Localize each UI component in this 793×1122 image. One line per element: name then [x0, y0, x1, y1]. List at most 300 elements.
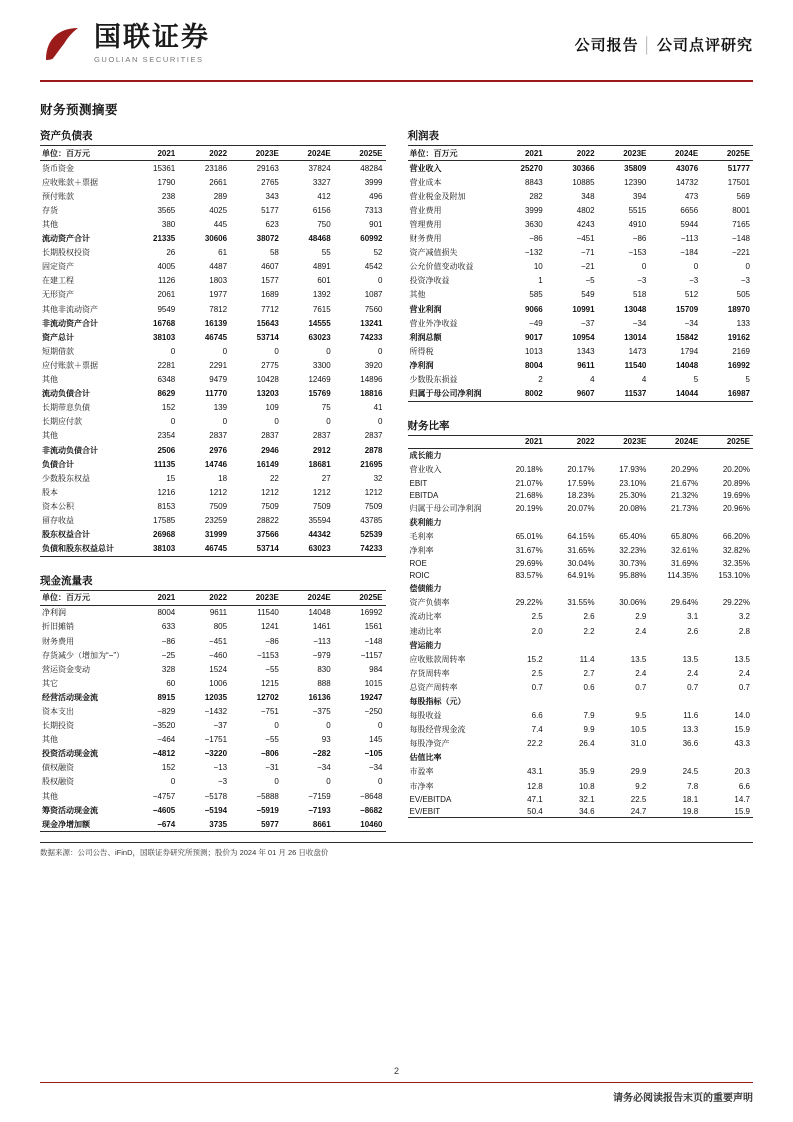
row-value: 19162 — [727, 332, 750, 342]
row-value: 14555 — [308, 318, 331, 328]
row-value: 32.61% — [671, 545, 699, 555]
row-label: 速动比率 — [409, 626, 442, 636]
row-label: 每股净资产 — [409, 739, 450, 749]
table-row — [40, 803, 386, 817]
row-value: 18 — [218, 473, 228, 483]
row-value: 58 — [269, 248, 279, 258]
row-value: −55 — [265, 735, 279, 745]
row-value: 10.5 — [630, 725, 647, 735]
table-row — [40, 817, 386, 832]
row-value: 2837 — [209, 431, 228, 441]
row-label: 其他 — [42, 735, 58, 745]
row-value: 9017 — [524, 332, 543, 342]
row-label: 投资活动现金流 — [42, 749, 98, 759]
row-value: 0 — [326, 346, 331, 356]
row-value: 30.06% — [619, 598, 647, 608]
unit-label: 单位：百万元 — [409, 148, 458, 158]
row-value: 4 — [641, 375, 647, 385]
table-row — [40, 542, 386, 557]
row-value: −37 — [213, 721, 228, 731]
row-value: 7.8 — [687, 781, 699, 791]
row-value: 20.89% — [722, 478, 750, 488]
column-header-year: 2024E — [675, 148, 699, 158]
row-label: 流动资产合计 — [42, 234, 90, 244]
table-row — [40, 662, 386, 676]
row-value: 0.7 — [635, 682, 647, 692]
row-value: 4487 — [209, 262, 228, 272]
row-value: 6156 — [312, 205, 331, 215]
row-value: 13048 — [624, 304, 647, 314]
row-value: 1 — [538, 276, 543, 286]
row-value: 4607 — [261, 262, 279, 272]
row-value: −55 — [265, 664, 279, 674]
row-value: 5 — [693, 375, 699, 385]
row-value: −464 — [157, 735, 176, 745]
row-value — [598, 694, 650, 708]
table-row — [40, 232, 386, 246]
row-value: −751 — [260, 707, 279, 717]
row-value: 0 — [326, 417, 331, 427]
table-row — [408, 302, 754, 316]
row-label: 每股经营现金流 — [409, 725, 466, 735]
row-label: 资本公积 — [42, 501, 74, 511]
row-value: 9.9 — [583, 725, 595, 735]
row-label: 估值比率 — [409, 753, 442, 763]
row-value: 55 — [321, 248, 331, 258]
footer-notice: 请务必阅读报告末页的重要声明 — [613, 1093, 753, 1104]
table-row — [408, 751, 754, 765]
row-value: 3327 — [312, 177, 331, 187]
row-value: 2281 — [157, 360, 176, 370]
row-value: 7509 — [364, 501, 383, 511]
column-header-year: 2025E — [359, 593, 383, 603]
row-value: 11135 — [153, 459, 176, 469]
row-value: 512 — [684, 290, 699, 300]
row-value: 14.7 — [734, 794, 750, 804]
row-value: −8648 — [360, 791, 383, 801]
row-value: 5977 — [261, 819, 279, 829]
row-value: 16139 — [204, 318, 228, 328]
row-value: 75 — [321, 403, 331, 413]
row-value: 30.04% — [567, 559, 595, 569]
row-value: 412 — [317, 191, 331, 201]
row-value: 505 — [736, 290, 750, 300]
row-label: 营业外净收益 — [409, 318, 458, 328]
row-value: 4025 — [209, 205, 228, 215]
row-value: −8682 — [360, 805, 383, 815]
table-row — [408, 489, 754, 501]
row-value: 1215 — [261, 678, 279, 688]
table-row — [408, 217, 754, 231]
row-label: 存货周转率 — [409, 668, 450, 678]
row-value: 16987 — [727, 389, 750, 399]
row-value: 34.6 — [578, 806, 595, 816]
row-value: 7509 — [209, 501, 228, 511]
row-value: −1153 — [257, 650, 279, 660]
row-value: 31.65% — [567, 545, 595, 555]
row-value: 29.69% — [515, 559, 543, 569]
row-value: −674 — [157, 819, 176, 829]
row-value: 16992 — [727, 360, 750, 370]
row-label: 其他 — [42, 375, 58, 385]
row-value: 633 — [161, 622, 176, 632]
table-row — [40, 513, 386, 527]
row-value: 2.8 — [738, 626, 750, 636]
row-value — [546, 582, 598, 596]
row-value: 32.23% — [619, 545, 647, 555]
table-row — [40, 330, 386, 344]
table-row — [40, 733, 386, 747]
row-value: 1790 — [157, 177, 176, 187]
row-label: 获利能力 — [409, 517, 442, 527]
row-value: 7615 — [312, 304, 331, 314]
row-value — [494, 448, 546, 463]
row-value — [598, 448, 650, 463]
row-label: 投资净收益 — [409, 276, 450, 286]
row-label: 其他 — [42, 791, 58, 801]
row-label: 固定资产 — [42, 262, 74, 272]
row-value: 26.4 — [578, 739, 595, 749]
row-value: 13241 — [360, 318, 383, 328]
row-value: −806 — [260, 749, 279, 759]
row-value: 1803 — [209, 276, 228, 286]
row-value: 47.1 — [527, 794, 543, 804]
column-header-year: 2021 — [157, 148, 176, 158]
table-row — [40, 704, 386, 718]
row-value: 0 — [378, 417, 383, 427]
column-header-year: 2024E — [675, 437, 699, 447]
table-row — [40, 429, 386, 443]
row-value: 2.0 — [531, 626, 543, 636]
column-header-year: 2025E — [359, 148, 383, 158]
row-value: 6348 — [157, 375, 176, 385]
row-value — [494, 515, 546, 529]
row-label: 筹资活动现金流 — [42, 805, 98, 815]
row-value: 15.9 — [734, 806, 750, 816]
row-value: 46745 — [204, 544, 228, 554]
table-header-row — [408, 435, 754, 448]
row-label: 财务费用 — [409, 234, 442, 244]
header-report-type — [575, 34, 753, 55]
row-value: 152 — [161, 403, 176, 413]
row-value: 15643 — [256, 318, 279, 328]
row-value: −86 — [265, 636, 279, 646]
balance-sheet-table — [40, 145, 386, 557]
right-column — [408, 128, 754, 818]
row-value: −5 — [585, 276, 595, 286]
row-value: 29163 — [256, 163, 279, 173]
row-value: 1013 — [524, 346, 543, 356]
row-value: 18816 — [360, 389, 383, 399]
row-label: 其他 — [42, 220, 58, 230]
unit-label: 单位：百万元 — [42, 148, 90, 158]
row-value: 153.10% — [718, 571, 750, 581]
row-value: 14048 — [308, 608, 331, 618]
row-value: 0 — [222, 417, 228, 427]
row-value: 32.35% — [722, 559, 750, 569]
row-label: 每股收益 — [409, 711, 442, 721]
row-label: 少数股东权益 — [42, 473, 90, 483]
row-value: 20.20% — [722, 465, 750, 475]
row-value: 7509 — [312, 501, 331, 511]
table-row — [408, 288, 754, 302]
row-value: 0 — [222, 346, 228, 356]
row-label: 其它 — [42, 678, 58, 688]
row-value: −5194 — [204, 805, 228, 815]
row-value: 12390 — [624, 177, 647, 187]
row-value: 3630 — [524, 220, 543, 230]
row-value: 805 — [213, 622, 228, 632]
table-row — [408, 638, 754, 652]
table-row — [408, 558, 754, 570]
row-label: 在建工程 — [42, 276, 74, 286]
table-row — [40, 648, 386, 662]
row-value — [546, 515, 598, 529]
row-value: −71 — [580, 248, 595, 258]
row-value: −979 — [312, 650, 331, 660]
row-value: 29.9 — [630, 767, 647, 777]
row-label: 应付账款＋票据 — [42, 360, 98, 370]
row-value — [701, 694, 753, 708]
row-value: −34 — [368, 763, 383, 773]
header-divider — [40, 80, 753, 82]
row-value: 16136 — [308, 692, 331, 702]
row-value: 41 — [373, 403, 383, 413]
table-row — [408, 570, 754, 582]
row-value: 1577 — [261, 276, 279, 286]
row-value: 10460 — [360, 819, 383, 829]
row-label: 偿债能力 — [409, 584, 442, 594]
table-row — [40, 499, 386, 513]
row-value: −25 — [161, 650, 176, 660]
row-value: 1524 — [209, 664, 228, 674]
table-row — [408, 610, 754, 624]
row-value: −4605 — [152, 805, 176, 815]
row-value: 25270 — [520, 163, 543, 173]
row-value: 0 — [378, 721, 383, 731]
row-value: 4802 — [576, 205, 595, 215]
row-value: 2.9 — [635, 612, 647, 622]
row-value: 30606 — [204, 234, 228, 244]
row-value: 29.22% — [515, 598, 543, 608]
row-value: 48468 — [308, 234, 331, 244]
row-value — [649, 515, 701, 529]
row-value: 2765 — [261, 177, 279, 187]
row-value — [701, 638, 753, 652]
row-value: 30.73% — [619, 559, 647, 569]
row-value: 14.0 — [734, 711, 750, 721]
row-value: 5 — [745, 375, 750, 385]
row-value: 38072 — [256, 234, 279, 244]
row-value: 4005 — [157, 262, 176, 272]
row-value: −1751 — [204, 735, 228, 745]
table-row — [40, 189, 386, 203]
row-value: 53714 — [256, 332, 279, 342]
row-value: 23259 — [204, 515, 228, 525]
row-label: 财务费用 — [42, 636, 74, 646]
row-value — [649, 638, 701, 652]
row-value: −5919 — [256, 805, 279, 815]
row-value: 238 — [161, 191, 176, 201]
row-value: 24.5 — [682, 767, 699, 777]
table-row — [408, 779, 754, 793]
row-value — [701, 751, 753, 765]
row-value: 21.73% — [671, 503, 699, 513]
column-header-year: 2021 — [524, 148, 543, 158]
row-value: 43076 — [675, 163, 699, 173]
row-value — [701, 582, 753, 596]
row-value: −3 — [689, 276, 699, 286]
row-value: 48284 — [360, 163, 383, 173]
row-value: 7712 — [261, 304, 279, 314]
row-value: 14732 — [675, 177, 699, 187]
tables-container — [40, 128, 753, 832]
row-value: −34 — [317, 763, 331, 773]
row-value: 11540 — [257, 608, 279, 618]
row-value: −250 — [364, 707, 383, 717]
row-value: 65.80% — [671, 531, 699, 541]
row-value — [598, 515, 650, 529]
table-row — [40, 775, 386, 789]
row-value: 7509 — [261, 501, 279, 511]
row-value: 2837 — [261, 431, 279, 441]
table-row — [40, 761, 386, 775]
row-value — [598, 751, 650, 765]
table-row — [408, 463, 754, 477]
row-value: 4891 — [312, 262, 331, 272]
row-value: 7313 — [364, 205, 383, 215]
table-row — [40, 747, 386, 761]
table-row — [408, 694, 754, 708]
financial-ratios-table — [408, 435, 754, 819]
column-header-year: 2024E — [307, 593, 331, 603]
row-label: 现金净增加额 — [42, 819, 90, 829]
row-value: 1015 — [364, 678, 383, 688]
row-value: −37 — [580, 318, 595, 328]
row-value: 20.08% — [619, 503, 647, 513]
table-row — [408, 543, 754, 557]
row-value: 830 — [317, 664, 331, 674]
row-value: 282 — [529, 191, 543, 201]
row-value: 11540 — [624, 360, 647, 370]
row-label: 长期带息负债 — [42, 403, 90, 413]
row-value: 9611 — [577, 360, 595, 370]
row-value: 2291 — [209, 360, 228, 370]
row-value: 11.4 — [579, 654, 595, 664]
row-label: 负债和股东权益总计 — [42, 544, 114, 554]
row-value — [649, 694, 701, 708]
row-value: 8002 — [524, 389, 543, 399]
row-value: 14048 — [675, 360, 699, 370]
row-value: −7193 — [308, 805, 331, 815]
table-row — [408, 330, 754, 344]
row-value: 2661 — [209, 177, 228, 187]
row-value: 394 — [633, 191, 647, 201]
table-row — [40, 605, 386, 620]
row-value — [701, 448, 753, 463]
row-value — [546, 638, 598, 652]
row-value: 0 — [274, 417, 279, 427]
row-value: 6.6 — [738, 781, 750, 791]
row-value: 12035 — [204, 692, 228, 702]
row-value: 2.5 — [531, 668, 543, 678]
row-value: 8629 — [157, 389, 176, 399]
row-label: EV/EBIT — [409, 806, 441, 816]
table-row — [40, 373, 386, 387]
table-row — [40, 690, 386, 704]
row-label: 存货减少（增加为“−”） — [42, 650, 124, 660]
table-row — [40, 387, 386, 401]
row-label: 资产总计 — [42, 332, 74, 342]
row-value: −3 — [217, 777, 228, 787]
row-value: 2.4 — [635, 668, 647, 678]
column-header-year: 2022 — [209, 593, 228, 603]
table-row — [40, 217, 386, 231]
row-value: 16149 — [256, 459, 279, 469]
page-footer — [40, 1066, 753, 1104]
row-value: −31 — [265, 763, 279, 773]
row-value: −3 — [740, 276, 750, 286]
row-value: 2976 — [209, 445, 228, 455]
table-row — [408, 358, 754, 372]
ratios-title: 财务比率 — [407, 419, 450, 432]
row-value: 7.4 — [531, 725, 543, 735]
row-label: 营业成本 — [409, 177, 442, 187]
row-value: 11537 — [624, 389, 647, 399]
row-value: 18681 — [308, 459, 331, 469]
row-label: 成长能力 — [409, 451, 442, 461]
row-value: 29.22% — [722, 598, 750, 608]
column-header-year: 2024E — [307, 148, 331, 158]
table-row — [40, 719, 386, 733]
row-value: 74233 — [360, 332, 383, 342]
row-value: −3520 — [152, 721, 176, 731]
row-value: 1241 — [261, 622, 279, 632]
row-value: 1473 — [628, 346, 647, 356]
row-label: 非流动负债合计 — [42, 445, 98, 455]
table-row — [408, 477, 754, 489]
row-value: 3300 — [312, 360, 331, 370]
row-value: 50.4 — [527, 806, 543, 816]
row-label: 应收账款周转率 — [409, 654, 466, 664]
row-value: 21335 — [153, 234, 176, 244]
row-label: 毛利率 — [409, 531, 434, 541]
row-value: 11770 — [205, 389, 228, 399]
row-value: 27 — [321, 473, 331, 483]
page-header — [40, 0, 753, 76]
row-value: 109 — [265, 403, 279, 413]
row-label: 资产减值损失 — [409, 248, 458, 258]
row-value: 26 — [166, 248, 176, 258]
row-value: 20.96% — [722, 503, 750, 513]
row-value: 60992 — [360, 234, 383, 244]
row-value — [701, 515, 753, 529]
row-value: 1392 — [312, 290, 331, 300]
row-value: 74233 — [360, 544, 383, 554]
column-header-year: 2025E — [726, 437, 750, 447]
table-row — [408, 448, 754, 463]
row-value: 26968 — [153, 530, 176, 540]
row-value: 16992 — [360, 608, 383, 618]
row-value: 24.7 — [630, 806, 647, 816]
row-label: 非流动资产合计 — [42, 318, 98, 328]
row-value: 43.3 — [734, 739, 750, 749]
row-value: 20.19% — [515, 503, 543, 513]
row-value: 3735 — [209, 819, 228, 829]
row-value: 0 — [693, 262, 699, 272]
row-value: −21 — [580, 262, 595, 272]
row-value: 22.5 — [630, 794, 647, 804]
